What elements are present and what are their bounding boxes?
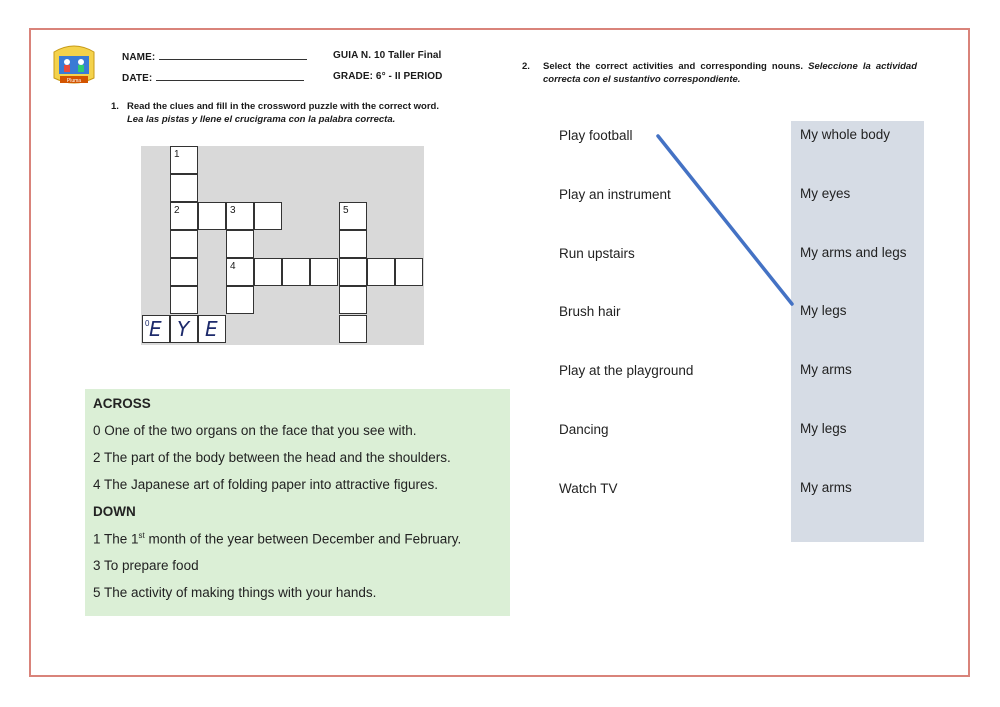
q2-number: 2. — [522, 61, 530, 72]
clue-number: 1 — [174, 149, 180, 160]
clue-across-4: 4 The Japanese art of folding paper into attractive figures. — [93, 477, 438, 492]
activity-item[interactable]: Play an instrument — [559, 187, 671, 202]
q1-number: 1. — [111, 101, 119, 112]
handwritten-letter: E — [149, 317, 162, 341]
noun-item[interactable]: My legs — [800, 303, 847, 318]
q2-text: Select the correct activities and corresponding nouns. — [543, 61, 804, 72]
handwritten-letter: E — [205, 317, 218, 341]
noun-item[interactable]: My arms and legs — [800, 245, 907, 260]
clue-down-3: 3 To prepare food — [93, 558, 199, 573]
noun-item[interactable]: My whole body — [800, 127, 891, 142]
noun-item[interactable]: My arms — [800, 480, 852, 495]
handwritten-letter: Y — [177, 317, 190, 341]
activity-item[interactable]: Brush hair — [559, 304, 621, 319]
clue-number: 5 — [343, 205, 349, 216]
clue-across-0: 0 One of the two organs on the face that you see with. — [93, 423, 417, 438]
guide-title: GUIA N. 10 Taller Final — [333, 50, 442, 61]
date-label: DATE: — [122, 73, 153, 84]
activity-item[interactable]: Play football — [559, 128, 633, 143]
activity-item[interactable]: Dancing — [559, 422, 609, 437]
across-heading: ACROSS — [93, 396, 151, 411]
clue-number: 3 — [230, 205, 236, 216]
q1-text-es: Lea las pistas y llene el crucigrama con la palabra correcta. — [127, 114, 396, 125]
clue-number: 2 — [174, 205, 180, 216]
activity-item[interactable]: Watch TV — [559, 481, 618, 496]
q1-text: Read the clues and fill in the crossword puzzle with the correct word. — [127, 101, 439, 112]
match-line-football[interactable] — [658, 136, 792, 304]
q2-text-es: Seleccione la actividad correcta con el sustantivo correspondiente. — [543, 61, 918, 85]
clue-number: 4 — [230, 261, 236, 272]
noun-item[interactable]: My arms — [800, 362, 852, 377]
activity-item[interactable]: Play at the playground — [559, 363, 694, 378]
logo-text: Pluma — [66, 78, 82, 84]
clue-down-5: 5 The activity of making things with your hands. — [93, 585, 377, 600]
clue-across-2: 2 The part of the body between the head and the shoulders. — [93, 450, 451, 465]
activity-item[interactable]: Run upstairs — [559, 246, 635, 261]
clue-down-1: 1 The 1st month of the year between December and February. — [93, 531, 462, 547]
noun-item[interactable]: My eyes — [800, 186, 851, 201]
name-label: NAME: — [122, 52, 156, 63]
noun-item[interactable]: My legs — [800, 421, 847, 436]
clue-number: 0 — [145, 319, 150, 328]
grade-label: GRADE: 6° - II PERIOD — [333, 71, 443, 82]
down-heading: DOWN — [93, 504, 136, 519]
